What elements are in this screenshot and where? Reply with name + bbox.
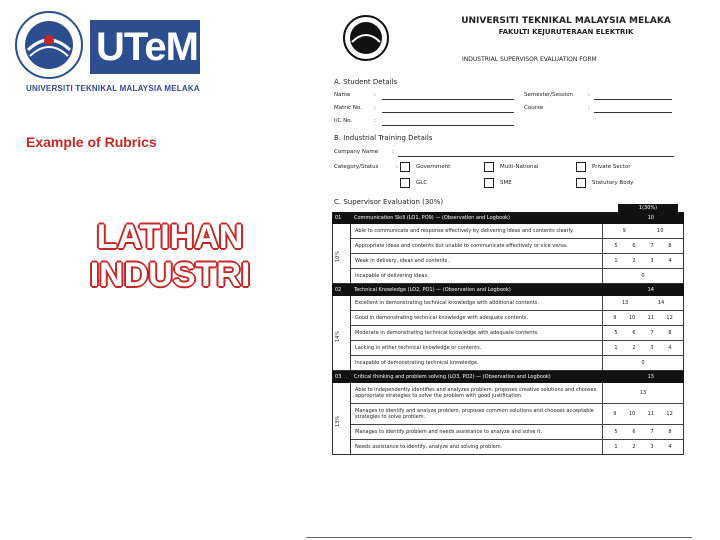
rubric-score-option[interactable]: 7 <box>650 243 654 249</box>
rubric-score-option[interactable]: 6 <box>632 330 636 336</box>
rubric-score-option[interactable]: 4 <box>668 258 672 264</box>
rubric-group-number: 01 <box>335 215 342 221</box>
rubric-score-option[interactable]: 1 <box>614 345 618 351</box>
ic-label: I/C No. <box>334 118 353 124</box>
checkbox-sme[interactable] <box>484 178 494 188</box>
matric-colon: : <box>374 105 376 111</box>
rubric-score-option[interactable]: 12 <box>666 315 673 321</box>
rubric-score-option[interactable]: 4 <box>668 345 672 351</box>
rubric-score-option[interactable]: 10 <box>628 411 636 417</box>
form-title: INDUSTRIAL SUPERVISOR EVALUATION FORM <box>462 56 597 63</box>
rubric-divider <box>602 254 603 268</box>
rubric-divider <box>602 383 603 403</box>
rubric-score-option[interactable]: 0 <box>641 360 645 366</box>
rubric-criterion: Appropriate ideas and contents but unable to communicate effectively or vice versa. <box>355 243 568 249</box>
rubric-divider <box>602 224 603 238</box>
rubric-row <box>351 224 683 239</box>
checkbox-private-sector[interactable] <box>576 162 586 172</box>
rubric-weight-column <box>333 296 351 370</box>
rubric-group-max: 13 <box>647 374 654 380</box>
rubric-score-option[interactable]: 3 <box>650 345 654 351</box>
rubric-group-header <box>332 212 684 224</box>
slide-title <box>70 218 270 294</box>
example-heading: Example of Rubrics <box>26 134 157 150</box>
checkbox-private-sector-label: Private Sector <box>592 164 631 170</box>
rubric-scores <box>607 330 679 336</box>
rubric-scores <box>607 429 679 435</box>
rubric-scores <box>607 390 679 396</box>
rubric-score-option[interactable]: 6 <box>632 429 636 435</box>
supervisor-score-box: 1(30%) <box>618 204 678 212</box>
utem-wordmark: UTeM <box>90 20 200 74</box>
rubric-divider <box>602 404 603 424</box>
form-faculty: FAKULTI KEJURUTERAAN ELEKTRIK <box>498 28 634 36</box>
evaluation-form <box>326 6 688 534</box>
rubric-row <box>351 425 683 440</box>
course-label: Course <box>524 105 544 111</box>
matric-label: Matric No. <box>334 105 362 111</box>
rubric-row <box>351 341 683 356</box>
rubric-group-number: 03 <box>335 374 342 380</box>
rubric-score-option[interactable]: 6 <box>632 243 636 249</box>
bottom-rule <box>306 537 692 538</box>
rubric-row <box>351 296 683 311</box>
rubric-criterion: Lacking in either technical knowledge or contents. <box>355 345 482 351</box>
rubric-weight: 10% <box>335 250 341 262</box>
rubric-score-option[interactable]: 8 <box>668 330 672 336</box>
rubric-criterion: Needs assistance to identify, analyze and solving problem. <box>355 444 503 450</box>
rubric-score-option[interactable]: 5 <box>614 330 618 336</box>
rubric-weight-column <box>333 224 351 283</box>
rubric-scores <box>607 444 679 450</box>
rubric-score-option[interactable]: 9 <box>613 411 617 417</box>
ic-colon: : <box>374 118 376 124</box>
rubric-divider <box>602 440 603 454</box>
rubric-row <box>351 356 683 370</box>
checkbox-glc-label: GLC <box>416 180 428 186</box>
rubric-score-option[interactable]: 7 <box>650 429 654 435</box>
rubric-score-option[interactable]: 11 <box>647 411 654 417</box>
company-field[interactable] <box>398 156 674 157</box>
rubric-score-option[interactable]: 10 <box>657 228 664 234</box>
checkbox-statutory-body[interactable] <box>576 178 586 188</box>
rubric-scores <box>607 345 679 351</box>
rubric-row <box>351 254 683 269</box>
category-label: Category/Status <box>334 164 379 170</box>
section-b-title: B. Industrial Training Details <box>334 134 433 142</box>
checkbox-government-label: Government <box>416 164 451 170</box>
rubric-scores <box>607 258 679 264</box>
rubric-score-option[interactable]: 2 <box>632 345 636 351</box>
rubric-criterion: Good in demonstrating technical knowledge with adequate contents. <box>355 315 529 321</box>
rubric-divider <box>602 239 603 253</box>
rubric-score-option[interactable]: 8 <box>668 243 672 249</box>
rubric-score-option[interactable]: 2 <box>632 258 636 264</box>
rubric-divider <box>602 341 603 355</box>
rubric-row <box>351 269 683 283</box>
course-field[interactable] <box>594 112 672 113</box>
rubric-divider <box>602 296 603 310</box>
rubric-score-option[interactable]: 14 <box>657 300 665 306</box>
rubric-score-option[interactable]: 13 <box>621 300 629 306</box>
rubric-score-option[interactable]: 7 <box>650 330 654 336</box>
rubric-score-option[interactable]: 5 <box>614 243 618 249</box>
rubric-score-option[interactable]: 3 <box>650 444 654 450</box>
rubric-scores <box>607 273 679 279</box>
rubric-score-option[interactable]: 3 <box>650 258 654 264</box>
rubric-score-option[interactable]: 10 <box>628 315 636 321</box>
rubric-group-title: Technical Knowledge (LO2, PO1) — (Observation and Logbook) <box>354 287 511 293</box>
checkbox-statutory-body-label: Statutory Body <box>592 180 634 186</box>
rubric-score-option[interactable]: 1 <box>614 444 618 450</box>
rubric-score-option[interactable]: 5 <box>614 429 618 435</box>
rubric-scores <box>607 228 679 234</box>
rubric-score-option[interactable]: 0 <box>641 273 645 279</box>
rubric-group-header <box>332 284 684 296</box>
rubric-group-max: 10 <box>647 215 654 221</box>
rubric-divider <box>602 356 603 370</box>
rubric-scores <box>607 315 679 321</box>
rubric-score-option[interactable]: 13 <box>639 390 647 396</box>
rubric-criterion: Moderate in demonstrating technical knowledge with adequate contents. <box>355 330 539 336</box>
university-seal-icon <box>14 10 84 80</box>
rubric-weight: 14% <box>335 330 341 342</box>
semester-colon: : <box>588 92 590 98</box>
rubric-score-option[interactable]: 1 <box>614 258 618 264</box>
rubric-weight-column <box>333 383 351 454</box>
rubric-row <box>351 326 683 341</box>
rubric-group-number: 02 <box>335 287 342 293</box>
logo-caption: UNIVERSITI TEKNIKAL MALAYSIA MELAKA <box>26 84 200 93</box>
name-label: Name <box>334 92 351 98</box>
utem-logo <box>14 10 200 93</box>
rubric-group-title: Critical thinking and problem solving (LO3, PO2) — (Observation and Logbook) <box>354 374 551 380</box>
rubric-row <box>351 440 683 454</box>
rubric-scores <box>607 300 679 306</box>
rubric-table <box>332 212 684 455</box>
rubric-group <box>332 296 684 371</box>
rubric-criterion: Incapable of demonstrating technical knowledge. <box>355 360 479 366</box>
rubric-score-option[interactable]: 11 <box>647 315 654 321</box>
checkbox-multinational-label: Multi-National <box>500 164 539 170</box>
rubric-score-option[interactable]: 4 <box>668 444 672 450</box>
rubric-group-title: Communication Skill (LO1, PO9) — (Observation and Logbook) <box>354 215 510 221</box>
ic-field[interactable] <box>382 125 514 126</box>
rubric-group <box>332 383 684 455</box>
rubric-weight: 13% <box>335 415 341 427</box>
rubric-group-max: 14 <box>647 287 654 293</box>
rubric-criterion: Manages to identify problem and needs assistance to analyze and solve it. <box>355 429 543 435</box>
rubric-group <box>332 224 684 284</box>
rubric-criterion: Manages to identify and analyze problem, proposes common solutions and chooses acceptable strategies to solve problem. <box>355 408 594 420</box>
semester-label: Semester/Session <box>524 92 574 98</box>
rubric-scores <box>607 411 679 417</box>
name-colon: : <box>374 92 376 98</box>
matric-field[interactable] <box>382 112 514 113</box>
rubric-score-option[interactable]: 12 <box>666 411 673 417</box>
rubric-divider <box>602 269 603 283</box>
rubric-row <box>351 311 683 326</box>
name-field[interactable] <box>382 99 514 100</box>
rubric-score-option[interactable]: 8 <box>668 429 672 435</box>
checkbox-government[interactable] <box>400 162 410 172</box>
company-label: Company Name <box>334 149 379 155</box>
form-seal-icon <box>342 14 390 62</box>
rubric-divider <box>602 311 603 325</box>
rubric-divider <box>602 425 603 439</box>
rubric-row <box>351 239 683 254</box>
checkbox-sme-label: SME <box>500 180 512 186</box>
company-colon: : <box>392 149 394 155</box>
section-c-title: C. Supervisor Evaluation (30%) <box>334 198 444 206</box>
checkbox-multinational[interactable] <box>484 162 494 172</box>
rubric-criterion: Excellent in demonstrating technical knowledge with additional contents. <box>355 300 539 306</box>
category-colon: : <box>396 164 398 170</box>
rubric-score-option[interactable]: 9 <box>613 315 617 321</box>
rubric-score-option[interactable]: 2 <box>632 444 636 450</box>
form-university: UNIVERSITI TEKNIKAL MALAYSIA MELAKA <box>461 16 671 26</box>
slide-title-line-1: LATIHAN <box>96 218 244 256</box>
rubric-group-header <box>332 371 684 383</box>
rubric-criterion: Able to communicate and response effectively by delivering ideas and contents clearly. <box>355 228 574 234</box>
rubric-scores <box>607 360 679 366</box>
rubric-row <box>351 383 683 404</box>
rubric-divider <box>602 326 603 340</box>
rubric-criterion: Weak in delivery, ideas and contents. <box>355 258 449 264</box>
semester-field[interactable] <box>594 99 672 100</box>
section-a-title: A. Student Details <box>334 78 398 86</box>
rubric-criterion: Able to independently identifies and analyzes problem, proposes creative solutions and chooses appropriate strategies to solve the problem with good justification. <box>355 387 597 399</box>
rubric-criterion: Incapable of delivering ideas. <box>355 273 429 279</box>
slide-title-line-2: INDUSTRI <box>89 256 251 294</box>
rubric-scores <box>607 243 679 249</box>
rubric-score-option[interactable]: 9 <box>622 228 626 234</box>
rubric-row <box>351 404 683 425</box>
course-colon: : <box>588 105 590 111</box>
checkbox-glc[interactable] <box>400 178 410 188</box>
